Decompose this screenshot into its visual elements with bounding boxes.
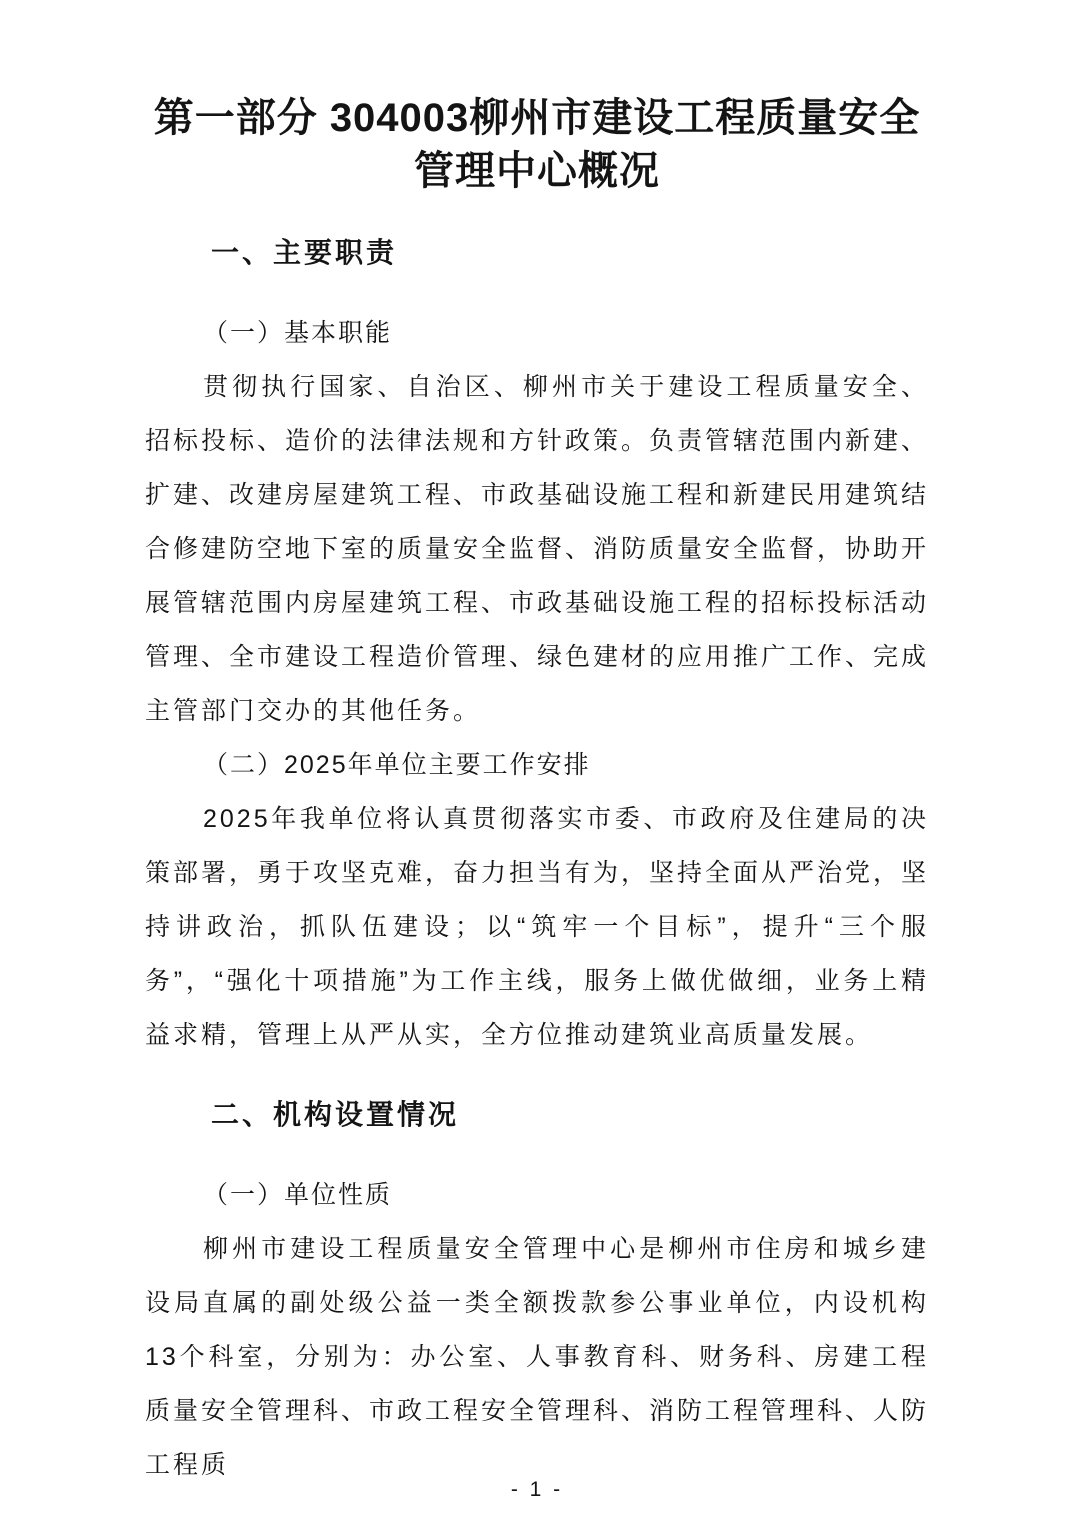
subsection-heading-basic-functions: （一）基本职能 bbox=[203, 319, 393, 347]
subsection-heading-unit-nature: （一）单位性质 bbox=[203, 1181, 393, 1209]
paragraph-unit-nature: 柳州市建设工程质量安全管理中心是柳州市住房和城乡建设局直属的副处级公益一类全额拨款参公事业单位，内设机构13个科室，分别为：办公室、人事教育科、财务科、房建工程质量安全管理科、市政工程安全管理科、消防工程管理科、人防工程质 bbox=[145, 1235, 930, 1479]
document-title bbox=[145, 92, 929, 198]
paragraph-2025-work-plan: 2025年我单位将认真贯彻落实市委、市政府及住建局的决策部署，勇于攻坚克难，奋力担当有为，坚持全面从严治党，坚持讲政治，抓队伍建设；以“筑牢一个目标”，提升“三个服务”，“强化十项措施”为工作主线，服务上做优做细，业务上精益求精，管理上从严从实，全方位推动建筑业高质量发展。 bbox=[145, 805, 930, 1049]
document-title-line-2: 管理中心概况 bbox=[414, 149, 660, 193]
section-heading-organization-setup: 二、机构设置情况 bbox=[211, 1099, 460, 1130]
section-heading-main-duties: 一、主要职责 bbox=[211, 237, 398, 268]
subsection-heading-2025-work-plan: （二）2025年单位主要工作安排 bbox=[203, 751, 591, 779]
document-title-line-1: 第一部分 304003柳州市建设工程质量安全 bbox=[153, 96, 921, 140]
page-number: - 1 - bbox=[510, 1478, 564, 1501]
paragraph-basic-functions: 贯彻执行国家、自治区、柳州市关于建设工程质量安全、招标投标、造价的法律法规和方针政策。负责管辖范围内新建、扩建、改建房屋建筑工程、市政基础设施工程和新建民用建筑结合修建防空地下室的质量安全监督、消防质量安全监督，协助开展管辖范围内房屋建筑工程、市政基础设施工程的招标投标活动管理、全市建设工程造价管理、绿色建材的应用推广工作、完成主管部门交办的其他任务。 bbox=[145, 373, 930, 725]
